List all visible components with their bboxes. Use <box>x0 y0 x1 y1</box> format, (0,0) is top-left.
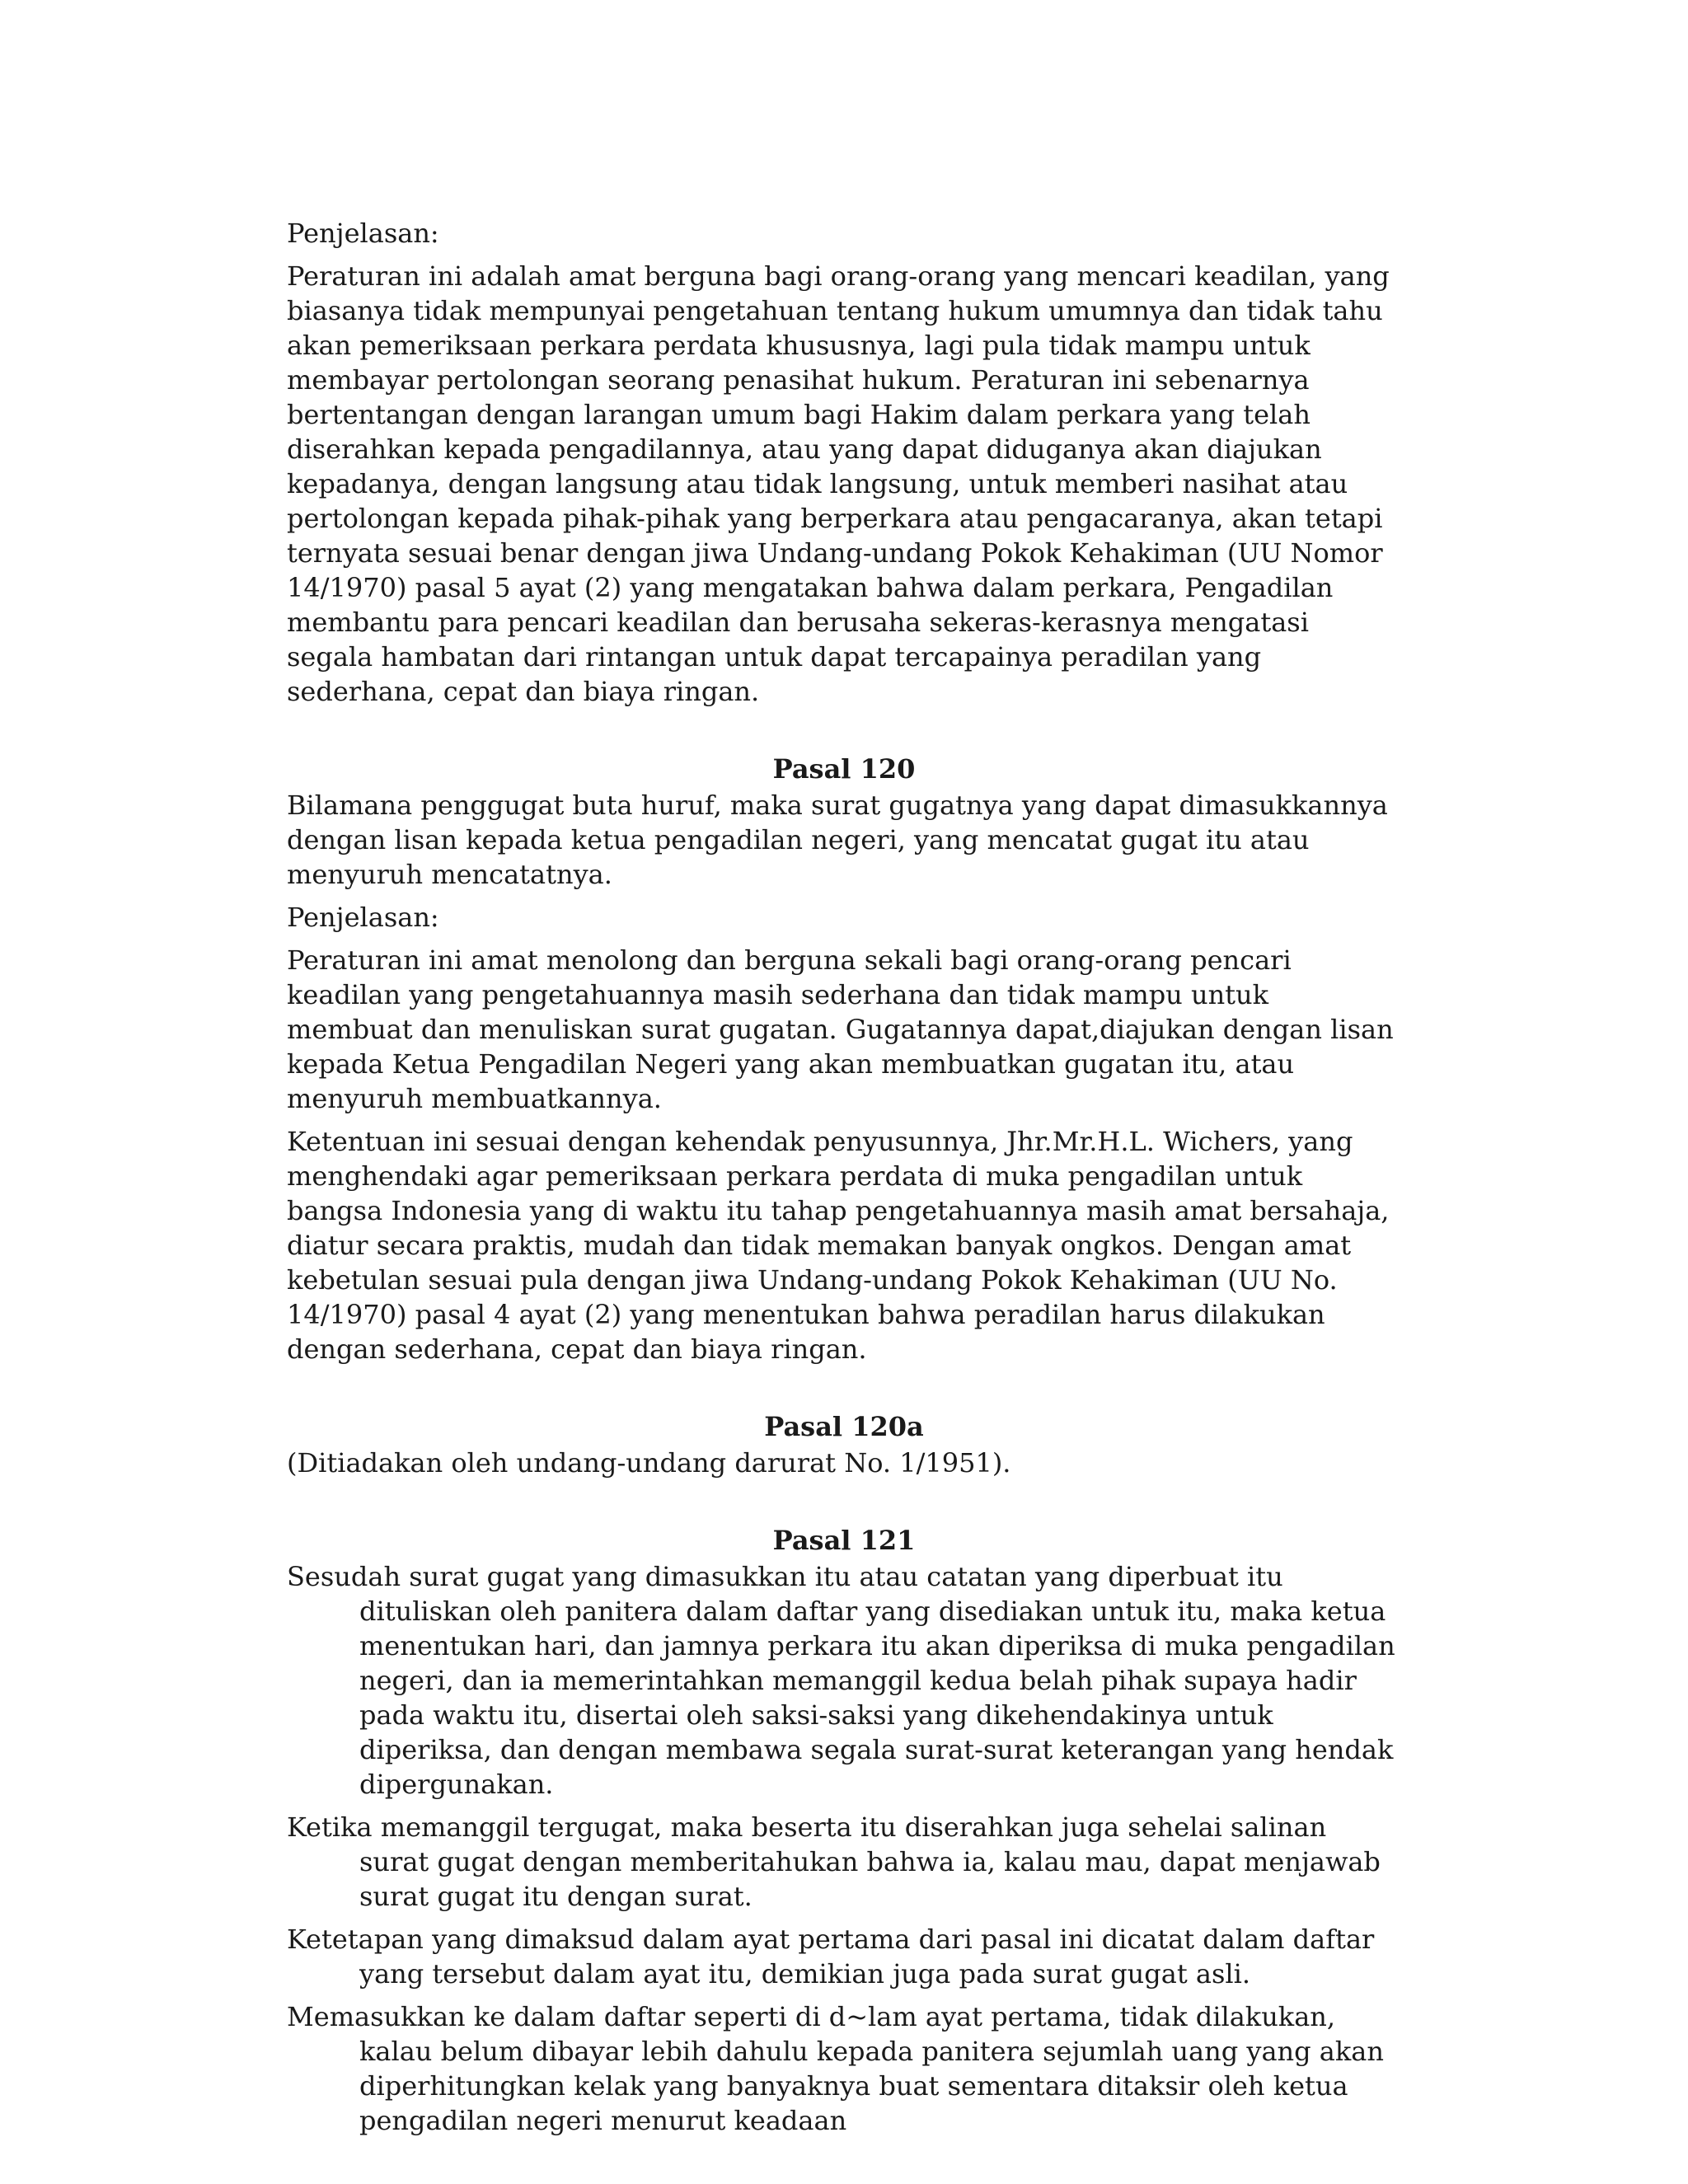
pasal-121-item-1: Sesudah surat gugat yang dimasukkan itu atau catatan yang diperbuat itu dituliskan oleh panitera dalam daftar yang disediakan untuk itu, maka ketua menentukan hari, dan jamnya perkara itu akan diperiksa di muka pengadilan negeri, dan ia memerintahkan memanggil kedua belah pihak supaya hadir pada waktu itu, disertai oleh saksi-saksi yang dikehendakinya untuk diperiksa, dan dengan membawa segala surat-surat keterangan yang hendak dipergunakan. <box>287 1561 1395 1800</box>
pasal-120-explanation-label: Penjelasan: <box>287 902 439 933</box>
pasal-120-explanation-1: Peraturan ini amat menolong dan berguna sekali bagi orang-orang pencari keadilan yang pengetahuannya masih sederhana dan tidak mampu untuk membuat dan menuliskan surat gugatan. Gugatannya dapat,diajukan dengan lisan kepada Ketua Pengadilan Negeri yang akan membuatkan gugatan itu, atau menyuruh membuatkannya. <box>287 944 1394 1114</box>
pasal-120a-text: (Ditiadakan oleh undang-undang darurat No. 1/1951). <box>287 1447 1011 1479</box>
explanation-label: Penjelasan: <box>287 218 439 249</box>
pasal-120-text: Bilamana penggugat buta huruf, maka surat gugatnya yang dapat dimasukkannya dengan lisan kepada ketua pengadilan negeri, yang mencatat gugat itu atau menyuruh mencatatnya. <box>287 790 1388 890</box>
pasal-120-explanation-2: Ketentuan ini sesuai dengan kehendak penyusunnya, Jhr.Mr.H.L. Wichers, yang menghendaki agar pemeriksaan perkara perdata di muka pengadilan untuk bangsa Indonesia yang di waktu itu tahap pengetahuannya masih amat bersahaja, diatur secara praktis, mudah dan tidak memakan banyak ongkos. Dengan amat kebetulan sesuai pula dengan jiwa Undang-undang Pokok Kehakiman (UU No. 14/1970) pasal 4 ayat (2) yang menentukan bahwa peradilan harus dilakukan dengan sederhana, cepat dan biaya ringan. <box>287 1126 1390 1365</box>
explanation-paragraph: Peraturan ini adalah amat berguna bagi orang-orang yang mencari keadilan, yang biasanya tidak mempunyai pengetahuan tentang hukum umumnya dan tidak tahu akan pemeriksaan perkara perdata khususnya, lagi pula tidak mampu untuk membayar pertolongan seorang penasihat hukum. Peraturan ini sebenarnya bertentangan dengan larangan umum bagi Hakim dalam perkara yang telah diserahkan kepada pengadilannya, atau yang dapat diduganya akan diajukan kepadanya, dengan langsung atau tidak langsung, untuk memberi nasihat atau pertolongan kepada pihak-pihak yang berperkara atau pengacaranya, akan tetapi ternyata sesuai benar dengan jiwa Undang-undang Pokok Kehakiman (UU Nomor 14/1970) pasal 5 ayat (2) yang mengatakan bahwa dalam perkara, Pengadilan membantu para pencari keadilan dan berusaha sekeras-kerasnya mengatasi segala hambatan dari rintangan untuk dapat tercapainya peradilan yang sederhana, cepat dan biaya ringan. <box>287 260 1390 707</box>
pasal-121-item-3: Ketetapan yang dimaksud dalam ayat pertama dari pasal ini dicatat dalam daftar yang tersebut dalam ayat itu, demikian juga pada surat gugat asli. <box>287 1924 1375 1990</box>
pasal-121-item-2: Ketika memanggil tergugat, maka beserta itu diserahkan juga sehelai salinan surat gugat dengan memberitahukan bahwa ia, kalau mau, dapat menjawab surat gugat itu dengan surat. <box>287 1811 1381 1912</box>
pasal-120-heading: Pasal 120 <box>772 753 916 785</box>
pasal-121-item-4: Memasukkan ke dalam daftar seperti di d~lam ayat pertama, tidak dilakukan, kalau belum dibayar lebih dahulu kepada panitera sejumlah uang yang akan diperhitungkan kelak yang banyaknya buat sementara ditaksir oleh ketua pengadilan negeri menurut keadaan <box>287 2001 1384 2136</box>
document-page <box>287 216 1401 2146</box>
pasal-120a-heading: Pasal 120a <box>764 1411 924 1442</box>
pasal-121-heading: Pasal 121 <box>772 1525 916 1556</box>
